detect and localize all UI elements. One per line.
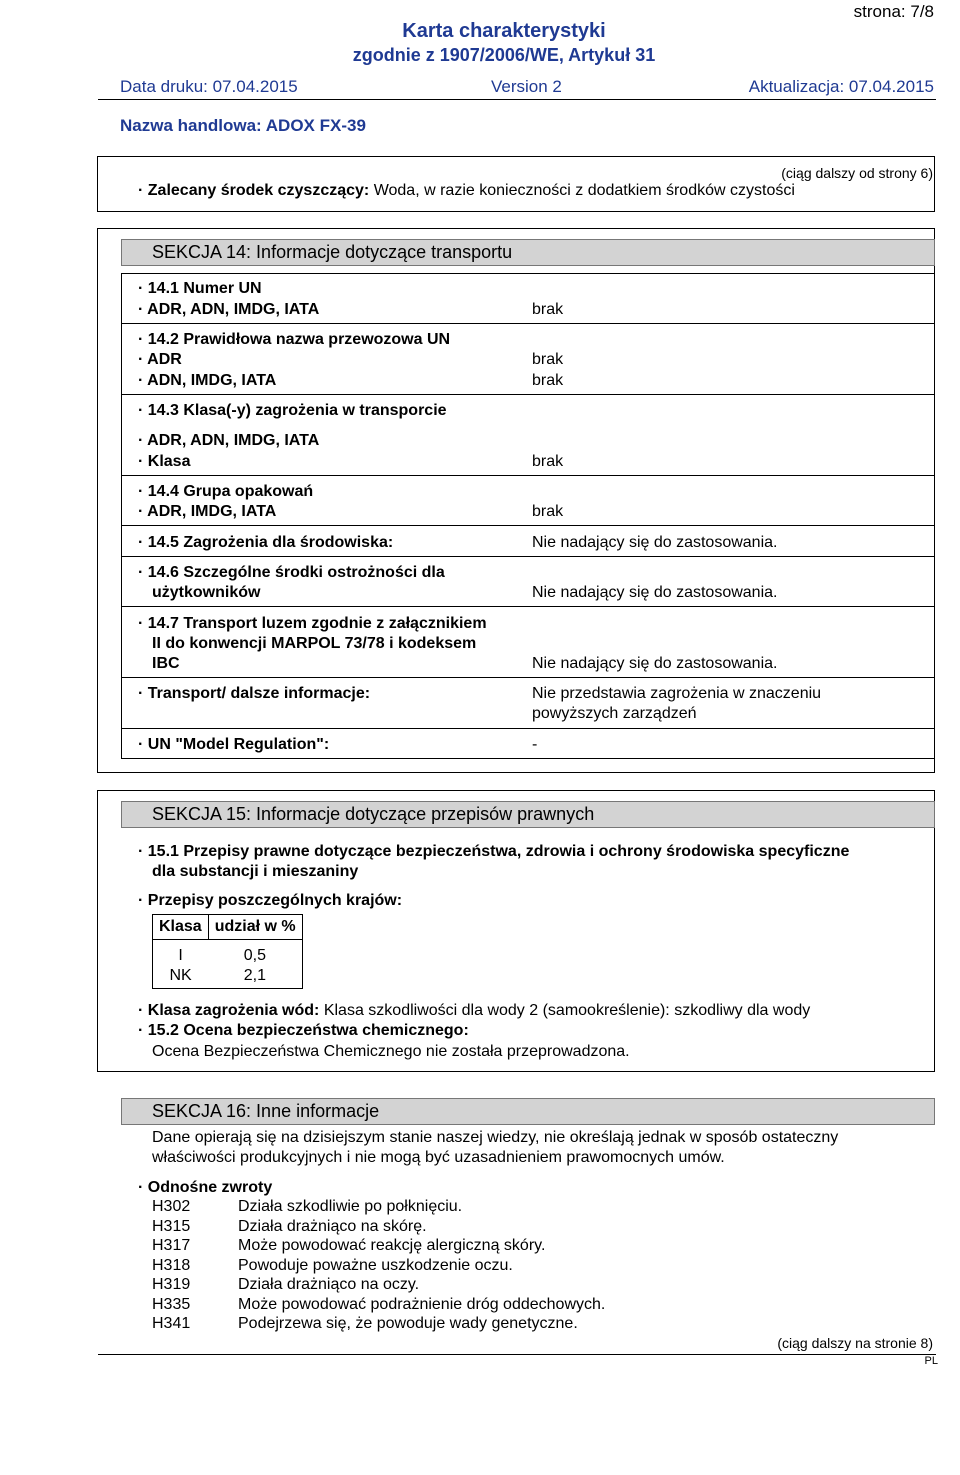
page-number: strona: 7/8	[853, 2, 934, 21]
packing-group-label: · ADR, IMDG, IATA	[138, 503, 277, 520]
bulk-transport-label-1: · 14.7 Transport luzem zgodnie z załącznikiem	[138, 615, 487, 632]
cleaning-label: · Zalecany środek czyszczący:	[138, 182, 370, 199]
phrase-item	[152, 1197, 462, 1217]
table-cell: 2,1	[243, 967, 267, 984]
phrase-text: Działa drażniąco na skórę.	[238, 1218, 427, 1235]
water-hazard-label: · Klasa zagrożenia wód:	[138, 1002, 320, 1019]
row-divider	[121, 323, 935, 324]
disclaimer-line-1: Dane opierają się na dzisiejszym stanie naszej wiedzy, nie określają jednak w sposób ostateczny	[152, 1129, 839, 1146]
hazard-class-modes-label: · ADR, ADN, IMDG, IATA	[138, 432, 320, 449]
header-divider	[98, 99, 936, 100]
version: Version 2	[491, 77, 562, 96]
table-cell: I	[178, 947, 183, 964]
phrase-item	[152, 1275, 419, 1295]
table-cell: NK	[169, 967, 192, 984]
bulk-transport-value: Nie nadający się do zastosowania.	[532, 655, 778, 672]
cleaning-agent	[138, 182, 795, 200]
user-precautions-label-2: użytkowników	[152, 584, 261, 601]
phrase-text: Podejrzewa się, że powoduje wady genetyczne.	[238, 1315, 578, 1332]
phrase-code: H302	[152, 1198, 191, 1215]
regulations-heading-1: · 15.1 Przepisy prawne dotyczące bezpieczeństwa, zdrowia i ochrony środowiska specyficzne	[138, 843, 850, 860]
phrase-code: H335	[152, 1296, 191, 1313]
column-header: Klasa	[153, 915, 209, 940]
chemical-safety-label: · 15.2 Ocena bezpieczeństwa chemicznego:	[138, 1022, 469, 1039]
print-date: Data druku: 07.04.2015	[120, 77, 298, 96]
row-divider	[121, 525, 935, 526]
hazard-class-heading: · 14.3 Klasa(-y) zagrożenia w transporcie	[138, 402, 447, 419]
row-divider	[121, 475, 935, 476]
phrase-text: Działa drażniąco na oczy.	[238, 1276, 420, 1293]
chemical-safety-value: Ocena Bezpieczeństwa Chemicznego nie została przeprowadzona.	[152, 1043, 630, 1060]
transport-info-label: · Transport/ dalsze informacje:	[138, 685, 371, 702]
water-hazard-class	[138, 1001, 810, 1021]
document-subtitle: zgodnie z 1907/2006/WE, Artykuł 31	[352, 45, 656, 65]
un-number-value: brak	[532, 301, 564, 318]
shipping-name-adr-value: brak	[532, 351, 564, 368]
phrase-text: Powoduje poważne uszkodzenie oczu.	[238, 1257, 513, 1274]
row-divider	[121, 394, 935, 395]
column-header: udział w %	[208, 915, 302, 940]
packing-group-value: brak	[532, 503, 564, 520]
footer-divider	[98, 1354, 936, 1355]
section-16-title: SEKCJA 16: Inne informacje	[121, 1098, 935, 1125]
shipping-name-adr-label: · ADR	[138, 351, 182, 368]
hazard-class-value: brak	[532, 453, 564, 470]
model-regulation-value: -	[532, 736, 538, 753]
shipping-name-heading-text: · 14.2 Prawidłowa nazwa przewozowa UN	[138, 331, 451, 348]
water-hazard-value: Klasa szkodliwości dla wody 2 (samookreślenie): szkodliwy dla wody	[323, 1002, 811, 1019]
row-divider	[121, 606, 935, 607]
section-15-title: SEKCJA 15: Informacje dotyczące przepisów prawnych	[121, 801, 935, 828]
document-title: Karta charakterystyki	[402, 20, 606, 42]
hazard-class-label: · Klasa	[138, 453, 191, 470]
phrase-text: Może powodować podrażnienie dróg oddechowych.	[238, 1296, 606, 1313]
bulk-transport-label-3: IBC	[152, 655, 180, 672]
shipping-name-heading	[138, 330, 450, 350]
relevant-phrases-label: · Odnośne zwroty	[138, 1179, 273, 1196]
row-divider	[121, 677, 935, 678]
table-row	[153, 966, 303, 989]
user-precautions-value: Nie nadający się do zastosowania.	[532, 584, 778, 601]
bulk-transport-label-2: II do konwencji MARPOL 73/78 i kodeksem	[152, 635, 477, 652]
environmental-hazards-label: · 14.5 Zagrożenia dla środowiska:	[138, 534, 394, 551]
phrase-text: Działa szkodliwie po połknięciu.	[238, 1198, 463, 1215]
transport-info-value-2: powyższych zarządzeń	[532, 705, 697, 722]
un-number-heading: · 14.1 Numer UN	[138, 280, 262, 297]
phrase-code: H315	[152, 1218, 191, 1235]
phrase-item	[152, 1314, 578, 1334]
phrase-item	[152, 1217, 427, 1237]
national-regulations-label: · Przepisy poszczególnych krajów:	[138, 892, 403, 909]
trade-name: Nazwa handlowa: ADOX FX-39	[120, 116, 366, 135]
language-code: PL	[924, 1355, 938, 1367]
row-divider	[121, 728, 935, 729]
phrase-code: H341	[152, 1315, 191, 1332]
phrase-item	[152, 1236, 545, 1256]
environmental-hazards-value: Nie nadający się do zastosowania.	[532, 534, 778, 551]
shipping-name-other-value: brak	[532, 372, 564, 389]
phrase-code: H317	[152, 1237, 191, 1254]
user-precautions-label-1: · 14.6 Szczególne środki ostrożności dla	[138, 564, 445, 581]
continued-from: (ciąg dalszy od strony 6)	[781, 165, 933, 181]
transport-info-value-1: Nie przedstawia zagrożenia w znaczeniu	[532, 685, 822, 702]
phrase-code: H318	[152, 1257, 191, 1274]
un-number-label: · ADR, ADN, IMDG, IATA	[138, 301, 320, 318]
regulations-heading-2: dla substancji i mieszaniny	[152, 863, 359, 880]
section-14-title: SEKCJA 14: Informacje dotyczące transportu	[121, 239, 935, 266]
phrase-code: H319	[152, 1276, 191, 1293]
phrase-item	[152, 1256, 513, 1276]
packing-group-heading: · 14.4 Grupa opakowań	[138, 483, 314, 500]
class-share-table	[152, 914, 303, 989]
update-date: Aktualizacja: 07.04.2015	[748, 77, 934, 96]
shipping-name-other-label: · ADN, IMDG, IATA	[138, 372, 277, 389]
phrase-item	[152, 1295, 605, 1315]
row-divider	[121, 556, 935, 557]
continued-on: (ciąg dalszy na stronie 8)	[777, 1335, 933, 1351]
table-row	[153, 940, 303, 967]
cleaning-value: Woda, w razie konieczności z dodatkiem środków czystości	[373, 182, 795, 199]
model-regulation-label: · UN "Model Regulation":	[138, 736, 330, 753]
table-cell: 0,5	[243, 947, 267, 964]
disclaimer-line-2: właściwości produkcyjnych i nie mogą być uzasadnieniem prawomocnych umów.	[152, 1149, 725, 1166]
phrase-text: Może powodować reakcję alergiczną skóry.	[238, 1237, 546, 1254]
